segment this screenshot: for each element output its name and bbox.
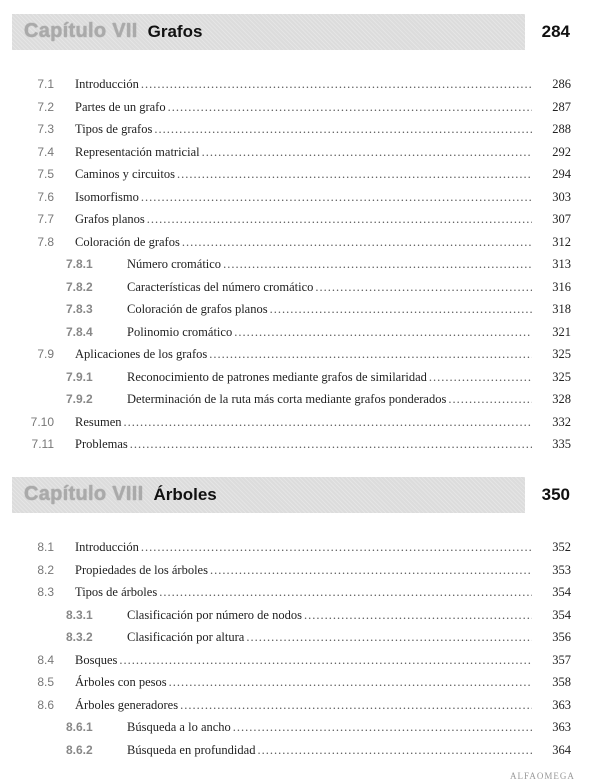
toc-entry[interactable] [0, 694, 600, 717]
section-number: 7.8.4 [66, 324, 93, 339]
dot-leader [223, 253, 532, 276]
dot-leader [177, 163, 532, 186]
section-number: 7.7 [37, 212, 54, 226]
page-number: 363 [552, 720, 571, 734]
section-number: 8.6.1 [66, 720, 93, 734]
section-number: 7.11 [31, 437, 54, 451]
section-title: Búsqueda a lo ancho [127, 720, 231, 734]
toc-entry[interactable] [0, 559, 600, 582]
page-number: 335 [552, 437, 571, 451]
chapter-page: 350 [541, 485, 570, 504]
section-number: 7.4 [37, 144, 54, 159]
section-number: 8.5 [37, 675, 54, 689]
toc-entry[interactable] [0, 366, 600, 389]
section-number: 8.1 [37, 540, 54, 554]
section-title: Número cromático [127, 257, 222, 271]
toc-entry[interactable] [0, 321, 600, 344]
page-number: 303 [552, 189, 571, 204]
toc-entry[interactable] [0, 411, 600, 434]
page-number: 358 [552, 675, 571, 689]
toc-entry[interactable] [0, 671, 600, 694]
section-number: 7.8.3 [66, 302, 93, 316]
section-title: Aplicaciones de los grafos [75, 347, 208, 361]
section-number: 7.8.2 [66, 279, 93, 294]
section-number: 7.9 [37, 347, 54, 361]
toc-entry[interactable] [0, 208, 600, 231]
chapter-title: Grafos [147, 22, 203, 41]
toc-entry[interactable] [0, 626, 600, 649]
page-number: 288 [552, 122, 571, 136]
dot-leader [159, 581, 532, 604]
dot-leader [234, 321, 532, 344]
page-number: 307 [552, 212, 571, 226]
toc-entry[interactable] [0, 343, 600, 366]
dot-leader [304, 604, 532, 627]
page-number: 313 [552, 257, 571, 271]
section-number: 7.8 [37, 234, 54, 249]
toc-entry[interactable] [0, 581, 600, 604]
page-number: 316 [552, 279, 571, 294]
chapter-label: Capítulo VIII Árboles [24, 483, 217, 505]
toc-entry[interactable] [0, 388, 600, 411]
dot-leader [180, 694, 532, 717]
section-title: Determinación de la ruta más corta mediante grafos ponderados [127, 392, 447, 406]
section-title: Isomorfismo [75, 189, 139, 204]
section-number: 8.6 [37, 697, 54, 712]
toc-entry[interactable] [0, 186, 600, 209]
chapter-label: Capítulo VII Grafos [24, 20, 203, 42]
page-number: 328 [552, 392, 571, 406]
section-title: Clasificación por altura [127, 630, 245, 644]
section-title: Introducción [75, 77, 139, 91]
dot-leader [154, 118, 532, 141]
toc-entry[interactable] [0, 118, 600, 141]
dot-leader [168, 96, 532, 119]
page-number: 354 [552, 585, 571, 599]
dot-leader [141, 186, 532, 209]
page-number: 318 [552, 302, 571, 316]
section-title: Problemas [75, 437, 128, 451]
section-title: Clasificación por número de nodos [127, 607, 302, 622]
section-number: 7.6 [37, 189, 54, 204]
section-title: Resumen [75, 414, 122, 429]
dot-leader [448, 388, 532, 411]
dot-leader [209, 343, 532, 366]
toc-entry[interactable] [0, 433, 600, 456]
toc-entry[interactable] [0, 604, 600, 627]
page-number: 332 [552, 414, 571, 429]
page-number: 357 [552, 652, 571, 667]
page-number: 364 [552, 742, 571, 757]
section-title: Propiedades de los árboles [75, 562, 208, 577]
page-number: 312 [552, 234, 571, 249]
dot-leader [210, 559, 532, 582]
dot-leader [169, 671, 532, 694]
dot-leader [315, 276, 532, 299]
dot-leader [130, 433, 532, 456]
toc-entry[interactable] [0, 96, 600, 119]
chapter-header [12, 14, 525, 50]
chapter-title: Árboles [153, 485, 217, 504]
page-number: 325 [552, 347, 571, 361]
page-number: 292 [552, 144, 571, 159]
section-number: 8.6.2 [66, 742, 93, 757]
toc-list [0, 536, 600, 761]
section-title: Caminos y circuitos [75, 167, 175, 181]
page-number: 353 [552, 562, 571, 577]
page-number: 321 [552, 324, 571, 339]
section-number: 7.10 [30, 414, 54, 429]
publisher-footer: ALFAOMEGA [510, 771, 575, 781]
toc-entry[interactable] [0, 73, 600, 96]
dot-leader [119, 649, 532, 672]
dot-leader [233, 716, 532, 739]
section-title: Coloración de grafos planos [127, 302, 268, 316]
section-title: Árboles generadores [75, 697, 179, 712]
section-title: Grafos planos [75, 212, 145, 226]
toc-entry[interactable] [0, 536, 600, 559]
page-number: 287 [552, 99, 571, 114]
page-number: 286 [552, 77, 571, 91]
section-number: 7.9.1 [66, 369, 93, 384]
dot-leader [124, 411, 532, 434]
section-title: Características del número cromático [127, 279, 314, 294]
section-number: 8.3.2 [66, 630, 93, 644]
section-number: 8.3.1 [66, 607, 93, 622]
toc-entry[interactable] [0, 163, 600, 186]
dot-leader [147, 208, 532, 231]
page-number: 356 [552, 630, 571, 644]
dot-leader [202, 141, 532, 164]
section-title: Introducción [75, 540, 139, 554]
page-number: 352 [552, 540, 571, 554]
dot-leader [246, 626, 532, 649]
toc-entry[interactable] [0, 276, 600, 299]
section-title: Tipos de grafos [75, 122, 153, 136]
section-title: Partes de un grafo [75, 99, 166, 114]
dot-leader [141, 536, 532, 559]
section-number: 7.2 [37, 99, 54, 114]
dot-leader [270, 298, 532, 321]
toc-entry[interactable] [0, 141, 600, 164]
section-number: 7.1 [37, 77, 54, 91]
dot-leader [257, 739, 532, 762]
chapter-header [12, 477, 525, 513]
section-title: Búsqueda en profundidad [127, 742, 256, 757]
dot-leader [141, 73, 532, 96]
section-title: Tipos de árboles [75, 585, 158, 599]
section-number: 7.9.2 [66, 392, 93, 406]
dot-leader [429, 366, 532, 389]
dot-leader [182, 231, 532, 254]
section-number: 7.5 [37, 167, 54, 181]
section-title: Árboles con pesos [75, 675, 167, 689]
section-title: Bosques [75, 652, 118, 667]
toc-entry[interactable] [0, 649, 600, 672]
page-number: 363 [552, 697, 571, 712]
toc-entry[interactable] [0, 253, 600, 276]
section-number: 8.2 [37, 562, 54, 577]
section-title: Reconocimiento de patrones mediante grafos de similaridad [127, 369, 427, 384]
toc-entry[interactable] [0, 716, 600, 739]
toc-list [0, 73, 600, 456]
toc-entry[interactable] [0, 739, 600, 762]
section-number: 7.8.1 [66, 257, 93, 271]
toc-entry[interactable] [0, 298, 600, 321]
section-number: 8.4 [37, 652, 54, 667]
page-number: 354 [552, 607, 571, 622]
section-number: 7.3 [37, 122, 54, 136]
page-number: 294 [552, 167, 571, 181]
section-title: Coloración de grafos [75, 234, 180, 249]
section-title: Representación matricial [75, 144, 200, 159]
page-number: 325 [552, 369, 571, 384]
section-title: Polinomio cromático [127, 324, 233, 339]
chapter-page: 284 [541, 22, 570, 41]
toc-entry[interactable] [0, 231, 600, 254]
section-number: 8.3 [37, 585, 54, 599]
